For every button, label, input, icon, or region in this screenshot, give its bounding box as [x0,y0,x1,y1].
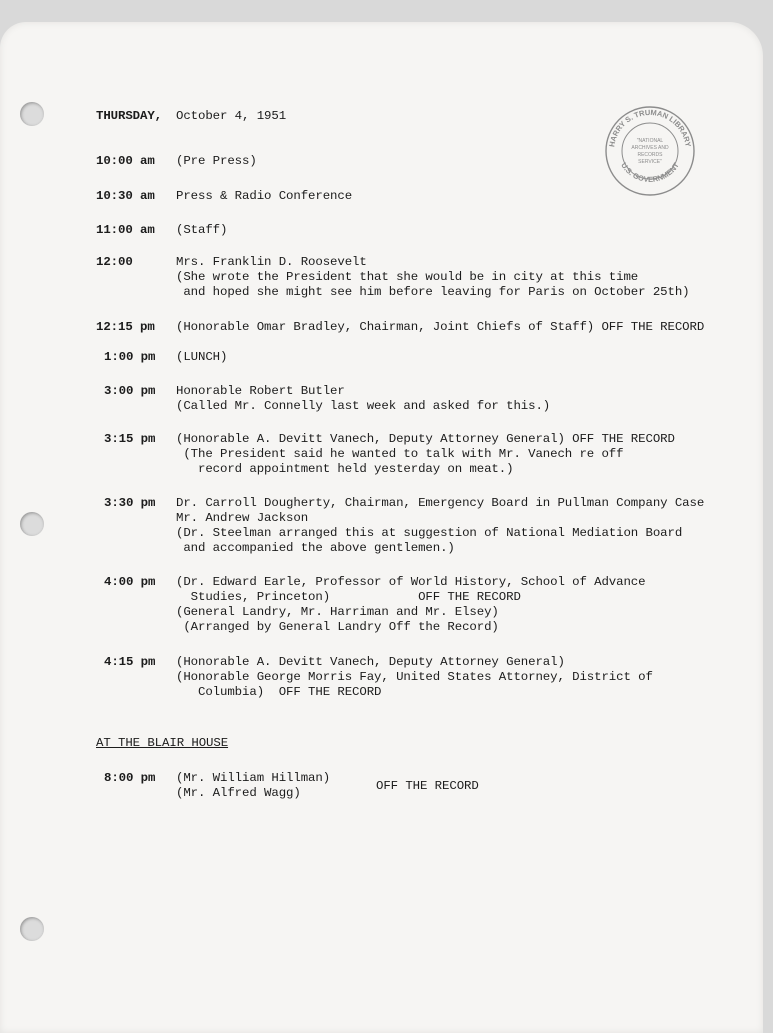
entry-line: Dr. Carroll Dougherty, Chairman, Emergency Board in Pullman Company Case [176,496,705,510]
entry-time: 8:00 pm [104,771,156,785]
entry-time: 3:15 pm [104,432,156,446]
entry-time: 1:00 pm [104,350,156,364]
stamp-inner-line: RECORDS [637,152,663,158]
header-date: October 4, 1951 [176,109,287,123]
entry-line: Columbia) OFF THE RECORD [176,685,382,699]
entry-time: 11:00 am [96,223,155,237]
entry-line: Mr. Andrew Jackson [176,511,309,525]
entry-time: 4:15 pm [104,655,156,669]
entry-line: (Honorable George Morris Fay, United States Attorney, District of [176,670,653,684]
entry-time: 3:00 pm [104,384,156,398]
stamp-inner-line: SERVICE" [638,159,662,165]
entry-line: and accompanied the above gentlemen.) [176,541,455,555]
entry-line: (Dr. Steelman arranged this at suggestion of National Mediation Board [176,526,683,540]
entry-line: (She wrote the President that she would be in city at this time [176,270,639,284]
schedule-document [0,22,763,1033]
stamp-outer-bottom: U.S. GOVERNMENT [619,160,681,184]
section-title: AT THE BLAIR HOUSE [96,736,229,750]
entry-line: (Mr. Alfred Wagg) [176,786,301,800]
document-page [0,22,763,1033]
entry-line: (Dr. Edward Earle, Professor of World History, School of Advance [176,575,646,589]
entry-line: (General Landry, Mr. Harriman and Mr. Elsey) [176,605,499,619]
entry-line: (Honorable Omar Bradley, Chairman, Joint Chiefs of Staff) OFF THE RECORD [176,320,705,334]
entry-time: 10:00 am [96,154,155,168]
entry-line: (Honorable A. Devitt Vanech, Deputy Attorney General) [176,655,565,669]
entry-line: and hoped she might see him before leaving for Paris on October 25th) [176,285,690,299]
entry-line: (Pre Press) [176,154,257,168]
entry-line: (Arranged by General Landry Off the Record) [176,620,499,634]
entry-line: Mrs. Franklin D. Roosevelt [176,255,367,269]
stamp-outer-top: HARRY S. TRUMAN LIBRARY [607,107,693,148]
entry-time: 12:00 [96,255,133,269]
entry-time: 3:30 pm [104,496,156,510]
entry-line: Honorable Robert Butler [176,384,345,398]
entry-line: (LUNCH) [176,350,228,364]
entry-line: Studies, Princeton) OFF THE RECORD [176,590,521,604]
entry-line: (Staff) [176,223,228,237]
entry-line: (Called Mr. Connelly last week and asked for this.) [176,399,551,413]
entry-time: 4:00 pm [104,575,156,589]
entry-time: 12:15 pm [96,320,155,334]
stamp-inner-line: ARCHIVES AND [631,145,669,151]
entry-line: Press & Radio Conference [176,189,353,203]
entry-line: (The President said he wanted to talk with Mr. Vanech re off [176,447,624,461]
stamp-inner-line: "NATIONAL [636,138,664,144]
entry-line: (Mr. William Hillman) [176,771,331,785]
entry-line: record appointment held yesterday on meat.) [176,462,514,476]
entry-time: 10:30 am [96,189,155,203]
off-the-record-note: OFF THE RECORD [376,779,479,793]
header-day: THURSDAY, [96,109,163,123]
entry-line: (Honorable A. Devitt Vanech, Deputy Attorney General) OFF THE RECORD [176,432,675,446]
